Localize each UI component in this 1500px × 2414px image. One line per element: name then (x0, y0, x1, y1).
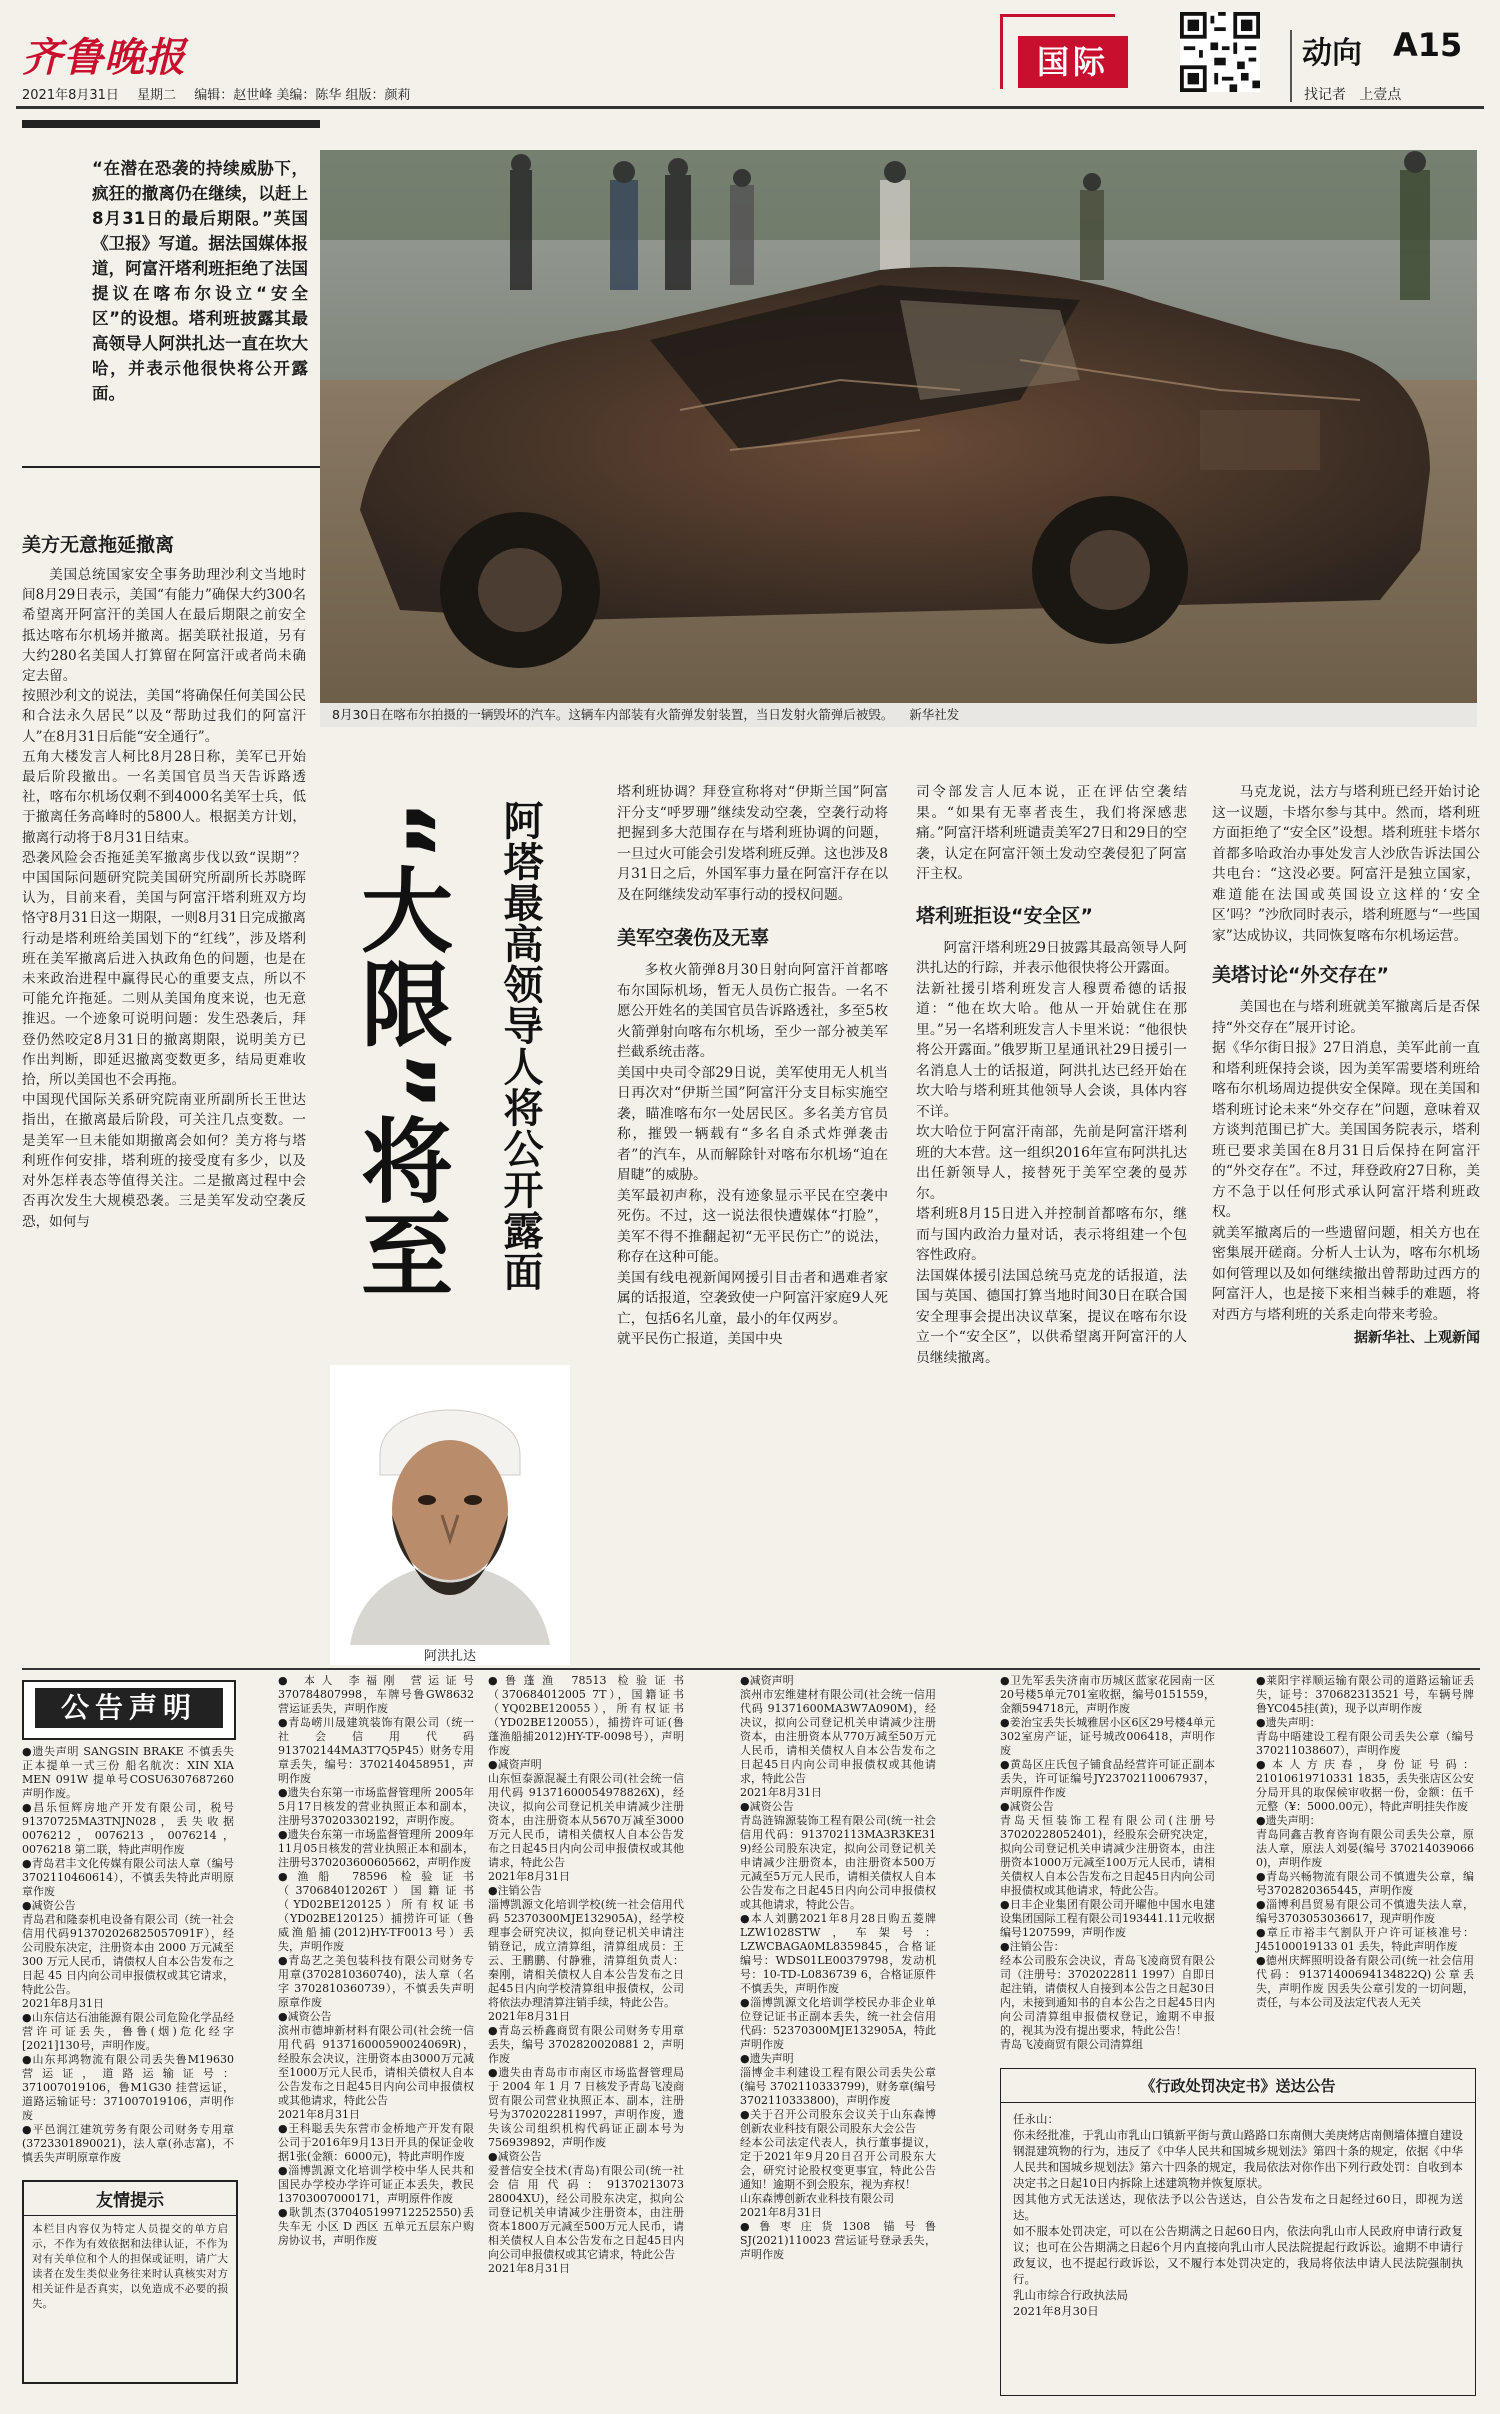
tips-box (22, 2180, 238, 2384)
news-photo (320, 150, 1477, 727)
portrait-image (330, 1365, 570, 1645)
col2-body-a: 塔利班协调？拜登宣称将对“伊斯兰国”阿富汗分支“呼罗珊”继续发动空袭，空袭行动将把握到多大范围存在与塔利班协调的问题，一旦过火可能会引发塔利班反弹。这也涉及8月31日之后，外国军事力量在阿富汗存在以及在阿继续发动军事行动的授权问题。 (617, 784, 888, 903)
page-number: A15 (1393, 26, 1463, 64)
notices-col-3: ●鲁蓬渔 78513 检验证书（370684012005 7T），国籍证书（YQ02BE120055），所有权证书（YD02BE120055），捕捞许可证(鲁蓬渔船捕2012)HY-TF-0098号），声明作废 ●减资声明 山东恒泰源混凝土有限公司(社会统一信用代码 91371600054978826X)，经决议，拟向公司登记机关申请减少注册资本，由注册资本从5670万减至3000万元人民币，请相关债权人自本公告发布之日起45日内向公司申报债权或其他请求，特此公告 2021年8月31日 ●注销公告 淄博凯源文化培训学校(统一社会信用代码 52370300MJE132905A)，经学校理事会研究决议，拟向登记机关申请注销登记，成立清算组，清算组成员：王云、王鹏鹏、付静雅，清算组负责人：秦刚，请相关债权人自本公告发布之日起45日内向学校清算组申报债权，公司将依法办理清算注销手续，特此公告。 2021年8月31日 ●青岛云桥鑫商贸有限公司财务专用章丢失，编号 3702820020881 2，声明作废 ●遗失由青岛市市南区市场监督管理局于 2004 年 1 月 7 日核发予青岛飞凌商贸有限公司营业执照正本、副本，注册号为3702022811997，声明作废，遗失该公司组织机构代码证正副本号为756939892，声明作废 ●减资公告 爱普信安全技术(青岛)有限公司(统一社会信用代码：91370213073 28004XU)，经公司股东决定，拟向公司登记机关申请减少注册资本，由注册资本1800万元减至500万元人民币，请相关债权人自本公告发布之日起45日内向公司申报债权或其它请求，特此公告 2021年8月31日 (488, 1674, 684, 2275)
col3-body-a: 司令部发言人厄本说，正在评估空袭结果。“如果有无辜者丧生，我们将深感悲痛。”阿富汗塔利班谴责美军27日和29日的空袭，认定在阿富汗领土发动空袭侵犯了阿富汗主权。 (916, 784, 1187, 882)
column-3 (916, 782, 1187, 1368)
lead-text: “在潜在恐袭的持续威胁下，疯狂的撤离仍在继续，以赶上8月31日的最后期限。”英国《卫报》写道。据法国媒体报道，阿富汗塔利班拒绝了法国提议在喀布尔设立“安全区”的设想。塔利班披露其最高领导人阿洪扎达一直在坎大哈，并表示他很快将公开露面。 (92, 159, 308, 403)
photo-caption: 8月30日在喀布尔拍摄的一辆毁坏的汽车。这辆车内部装有火箭弹发射装置，当日发射火箭弹后被毁。 新华社发 (320, 703, 1477, 727)
column-2 (617, 782, 888, 1350)
column-4 (1212, 782, 1480, 1347)
notices-col-5: ●卫先军丢失济南市历城区蓝家花园南一区20号楼5单元701室收据，编号0151559，金额594718元，声明作废 ●姜治宝丢失长城雅居小区6区29号楼4单元302室房产证，证号城改006418，声明作废 ●黄岛区庄氏包子铺食品经营许可证正副本丢失，许可证编号JY23702110067937，声明原件作废 ●减资公告 青岛天恒装饰工程有限公司(注册号37020228052401)，经股东会研究决定，拟向公司登记机关申请减少注册资本，由注册资本1000万元减至100万元人民币，请相关债权人自本公告发布之日起45日内向公司申报债权或其他请求，特此公告。 ●日丰企业集团有限公司开曜他中国水电建设集团国际工程有限公司193441.11元收据编号1207599，声明作废 ●注销公告： 经本公司股东会决议，青岛飞凌商贸有限公司（注册号：3702022811 1997）自即日起注销，请债权人自接到本公告之日起30日内，未接到通知书的自本公告之日起45日内向公司清算组申报债权登记，逾期不申报的，视其为没有提出要求，特此公告！ 青岛飞凌商贸有限公司清算组 (1000, 1674, 1215, 2051)
heading-safe-zone: 塔利班拒设“安全区” (916, 904, 1093, 927)
notices-top-rule (22, 1668, 1480, 1670)
masthead-rule (16, 106, 1484, 109)
news-source: 据新华社、上观新闻 (1354, 1330, 1480, 1346)
decision-text: 任永山： 你未经批准，于乳山市乳山口镇新平街与黄山路路口东南侧大美庚烤店南侧墙体擅自建设钢混建筑物的行为，违反了《中华人民共和国城乡规划法》第四十条的规定，依据《中华人民共和国城乡规划法》第六十四条的规定，我局依法对你作出下列行政处罚：自收到本决定书之日起10日内拆除上述建筑物并恢复原状。 因其他方式无法送达，现依法予以公告送达，自公告发布之日起经过60日，即视为送达。 如不服本处罚决定，可以在公告期满之日起60日内，依法向乳山市人民政府申请行政复议；也可在公告期满之日起6个月内直接向乳山市人民法院提起行政诉讼。逾期不申请行政复议，也不提起行政诉讼，又不履行本处罚决定的，我局将依法申请人民法院强制执行。 乳山市综合行政执法局 2021年8月30日 (1013, 2112, 1463, 2318)
notices-col-1: ●遗失声明 SANGSIN BRAKE 不慎丢失正本提单一式三份 船名航次：XIN XIA MEN 091W 提单号COSU6307687260 声明作废。 ●昌乐恒辉房地产开发有限公司，税号 91370725MA3TNJN028，丢失收据 0076212，0076213，0076214，0076218 第二联，特此声明作废 ●青岛君丰文化传媒有限公司法人章（编号3702110460614），不慎丢失特此声明原章作废 ●减资公告 青岛君和隆泰机电设备有限公司（统一社会信用代码913702026825057091F），经公司股东决定，注册资本由 2000 万元减至 300 万元人民币，请债权人自本公告发布之日起 45 日内向公司申报债权或其它请求，特此公告。 2021年8月31日 ●山东信达石油能源有限公司危险化学品经营许可证丢失，鲁鲁(烟)危化经字[2021]130号，声明作废。 ●山东邦鸿物流有限公司丢失鲁M19630 营运证，道路运输证号：371007019106，鲁M1G30 挂营运证，道路运输证号：371007019106，声明作废 ●平邑润江建筑劳务有限公司财务专用章(3723301890021)，法人章(孙志富)，不慎丢失声明原章作废 (22, 1745, 234, 2164)
heading-airstrike: 美军空袭伤及无辜 (617, 927, 770, 949)
col3-body-b: 阿富汗塔利班29日披露其最高领导人阿洪扎达的行踪，并表示他很快将公开露面。 法新社援引塔利班发言人穆贾希德的话报道：“他在坎大哈。他从一开始就住在那里。”另一名塔利班发言人卡里米说：“他很快将公开露面。”俄罗斯卫星通讯社29日援引一名消息人士的话报道，阿洪扎达已经开始在坎大哈与塔利班其他领导人会谈，具体内容不详。 坎大哈位于阿富汗南部，先前是阿富汗塔利班的大本营。这一组织2016年宣布阿洪扎达出任新领导人，接替死于美军空袭的曼苏尔。 塔利班8月15日进入并控制首都喀布尔，继而与国内政治力量对话，表示将组建一个包容性政府。 法国媒体援引法国总统马克龙的话报道，法国与英国、德国打算当地时间30日在联合国安全理事会提出决议草案，提议在喀布尔设立一个“安全区”，以供希望离开阿富汗的人员继续撤离。 (916, 939, 1187, 1366)
reporter-line: 找记者 上壹点 (1304, 87, 1402, 103)
issue-weekday: 星期二 (137, 88, 177, 103)
notices-title-box (22, 1680, 236, 1740)
col4-body-b: 美国也在与塔利班就美军撤离后是否保持“外交存在”展开讨论。 据《华尔街日报》27日消息，美军此前一直和塔利班保持会谈，因为美军需要塔利班给喀布尔机场周边提供安全保障。现在美国和塔利班讨论未来“外交存在”问题，意味着双方谈判范围已扩大。美国国务院表示，塔利班已要求美国在8月31日后保持在阿富汗的“外交存在”。不过，拜登政府27日称，美方不急于以任何形式承认阿富汗塔利班政权。 就美军撤离后的一些遗留问题，相关方也在密集展开磋商。分析人士认为，喀布尔机场如何管理以及如何继续撤出曾帮助过西方的阿富汗人，也是接下来相当棘手的难题，将对西方与塔利班的关系走向带来考验。 (1212, 999, 1480, 1323)
notices-col-4: ●减资声明 滨州市宏维建材有限公司(社会统一信用代码 91371600MA3W7A090M)，经决议，拟向公司登记机关申请减少注册资本，由注册资本从770万减至50万元人民币，请相关债权人自本公告发布之日起45日内向公司申报债权或其他请求，特此公告 2021年8月31日 ●减资公告 青岛涟锦源装饰工程有限公司(统一社会信用代码：913702113MA3R3KE31 9)经公司股东决定，拟向公司登记机关申请减少注册资本，由注册资本500万元减至5万元人民币，请相关债权人自本公告发布之日起45日内向公司申报债权或其他请求，特此公告。 ●本人刘鹏2021年8月28日购五菱牌LZW1028STW，车架号：LZWCBAGA0ML8359845，合格证编号：WDS01LE00379798，发动机号：10-TD-L0836739 6，合格证原件不慎丢失，声明作废 ●淄博凯源文化培训学校民办非企业单位登记证书正副本丢失，统一社会信用代码：52370300MJE132905A，特此声明作废 ●遗失声明 淄博金丰利建设工程有限公司丢失公章(编号 3702110333799)，财务章(编号 3702110333800)，声明作废 ●关于召开公司股东会议关于山东森博创新农业科技有限公司股东大会公告 经本公司法定代表人，执行董事提议，定于2021年9月20日召开公司股东大会，研究讨论股权变更事宜，特此公告通知！逾期不到会股东，视为弃权！ 山东森博创新农业科技有限公司 2021年8月31日 ●鲁枣庄货1308 锚号鲁SJ(2021)110023 营运证号登录丢失，声明作废 (740, 1674, 936, 2261)
col1-body: 美国总统国家安全事务助理沙利文当地时间8月29日表示，美国“有能力”确保大约300名希望离开阿富汗的美国人在最后期限之前安全抵达喀布尔机场并撤离。据美联社报道，另有大约280名美国人打算留在阿富汗或者尚未确定去留。 按照沙利文的说法，美国“将确保任何美国公民和合法永久居民”以及“帮助过我们的阿富汗人”在8月31日后能“安全通行”。 五角大楼发言人柯比8月28日称，美军已开始最后阶段撤出。一名美国官员当天告诉路透社，喀布尔机场仅剩不到4000名美军士兵，低于撤离任务高峰时的5800人。根据美方计划，撤离行动将于8月31日结束。 恐袭风险会否拖延美军撤离步伐以致“误期”？中国国际问题研究院美国研究所副所长苏晓晖认为，目前来看，美国与阿富汗塔利班双方均恪守8月31日这一期限，一则8月31日完成撤离行动是塔利班给美国划下的“红线”，涉及塔利班在美军撤离后进入执政角色的问题，也是在未来政治进程中赢得民心的重要支点，所以不可能允许拖延。二则从美国角度来说，也无意推迟。一个迹象可说明问题：发生恐袭后，拜登仍然咬定8月31日的撤离期限，说明美方已作出判断，即延迟撤离变数更多，结局更难收拾，所以美国也不会再拖。 中国现代国际关系研究院南亚所副所长王世达指出，在撤离最后阶段，可关注几点变数。一是美军一旦未能如期撤离会如何？美方将与塔利班作何安排，塔利班的接受度有多少，以及对外怎样表态等值得关注。二是撤离过程中会否再次发生大规模恐袭。三是美军发动空袭反恐，如何与 (22, 567, 306, 1230)
tips-text: 本栏目内容仅为特定人员提交的单方启示，不作为有效依据和法律认证，不作为对有关单位和个人的担保或证明，请广大读者在发生类似业务往来时认真核实对方相关证件是否真实，以免造成不必要的损失。 (32, 2223, 228, 2310)
staff-credits: 编辑：赵世峰 美编：陈华 组版：颜莉 (194, 88, 411, 103)
col2-body-b: 多枚火箭弹8月30日射向阿富汗首都喀布尔国际机场，暂无人员伤亡报告。一名不愿公开姓名的美国官员告诉路透社，多至5枚火箭弹射向喀布尔机场，至少一部分被美军拦截系统击落。 美国中央司令部29日说，美军使用无人机当日再次对“伊斯兰国”阿富汗分支目标实施空袭，瞄准喀布尔一处居民区。多名美方官员称，摧毁一辆载有“多名自杀式炸弹袭击者”的汽车，从而解除针对喀布尔机场“迫在眉睫”的威胁。 美军最初声称，没有迹象显示平民在空袭中死伤。不过，这一说法很快遭媒体“打脸”，美军不得不推翻起初“无平民伤亡”的说法，称存在这种可能。 美国有线电视新闻网援引目击者和遇难者家属的话报道，空袭致使一户阿富汗家庭9人死亡，包括6名儿童，最小的年仅两岁。 就平民伤亡报道，美国中央 (617, 962, 888, 1347)
heading-us-no-delay: 美方无意拖延撤离 (22, 534, 175, 556)
notices-title: 公告声明 (35, 1688, 223, 1728)
tips-title: 友情提示 (24, 2182, 236, 2216)
col4-body-a: 马克龙说，法方与塔利班已经开始讨论这一议题，卡塔尔参与其中。然而，塔利班方面拒绝了“安全区”设想。塔利班驻卡塔尔首都多哈政治办事处发言人沙欣告诉法国公共电台：“这没必要。阿富汗是独立国家，难道能在法国或英国设立这样的‘安全区’吗？”沙欣同时表示，塔利班愿与“一些国家”达成协议，共同恢复喀布尔机场运营。 (1212, 784, 1480, 944)
decision-title: 《行政处罚决定书》送达公告 (1001, 2069, 1475, 2103)
section-name: 动向 (1302, 36, 1362, 71)
notices-col-2: ● 本人 李福刚 营运证号 370784807998，车牌号鲁GW8632 营运证丢失，声明作废 ●青岛崂川晟建筑装饰有限公司（统一社会信用代码 913702144MA3T7Q5P45）财务专用章丢失，编号：3702140458951，声明作废 ●遗失台东第一市场监督管理所 2005年5月17日核发的营业执照正本和副本，注册号370203302192，声明作废。 ●遗失台东第一市场监督管理所 2009年11月05日核发的营业执照正本和副本，注册号370203600605662，声明作废 ●渔船 78596 检验证书（370684012026T）国籍证书（YD02BE120125）所有权证书（YD02BE120125）捕捞许可证（鲁威渔船捕(2012)HY-TF0013号）丢失，声明作废 ●青岛艺之美包装科技有限公司财务专用章(3702810360740)，法人章（名字 3702810360739），不慎丢失声明原章作废 ●减资公告 滨州市德坤新材料有限公司(社会统一信用代码 913716000590024069R)，经股东会决议，注册资本由3000万元减至1000万元人民币，请相关债权人自本公告发布之日起45日内向公司申报债权或其他请求，特此公告 2021年8月31日 ●王科聪丢失东营市金桥地产开发有限公司于2016年9月13日开具的保证金收据1张(金额：6000元)，特此声明作废 ●淄博凯源文化培训学校中华人民共和国民办学校办学许可证正本丢失，教民13703007000171，声明原件作废 ●耿凯杰(370405199712252550)丢失车无 小区 D 西区 五单元五层东户购房协议书，声明作废 (278, 1674, 474, 2247)
portrait-caption: 阿洪扎达 (423, 1649, 476, 1664)
main-headline: “大限”将至 (346, 800, 453, 1301)
lead-box (22, 120, 320, 468)
section-tag: 国际 (1018, 36, 1128, 88)
issue-date: 2021年8月31日 (22, 88, 119, 103)
portrait-photo (330, 1365, 570, 1665)
column-1 (22, 530, 306, 1232)
burned-car-image (320, 150, 1477, 727)
sub-headline: 阿塔最高领导人将公开露面 (497, 800, 543, 1292)
qr-code-icon (1180, 12, 1260, 92)
notices-col-6: ●莱阳宇祥顺运输有限公司的道路运输证丢失，证号：370682313521 号，车辆号牌鲁YC045挂(黄)，现予以声明作废 ●遗失声明： 青岛中晤建设工程有限公司丢失公章（编号370211038607），声明作废 ●本人方庆春，身份证号码：21010619710331 1835，丢失张店区公安分局开具的取保候审收据一份，金额：伍千元整（¥：5000.00元），特此声明挂失作废 ●遗失声明： 青岛同鑫吉教育咨询有限公司丢失公章，原法人章，原法人刘晏(编号 370214039066 0)，声明作废 ●青岛兴畅物流有限公司不慎遗失公章，编号3702820365445，声明作废 ●淄博利昌贸易有限公司不慎遗失法人章，编号3703053036617，现声明作废 ●章丘市裕丰气割队开户许可证核准号：J45100019133 01 丢失，特此声明作废 ●德州庆辉照明设备有限公司(统一社会信用代码：91371400694134822Q)公章丢失，声明作废 因丢失公章引发的一切问题，责任，与本公司及法定代表人无关 (1256, 1674, 1474, 2009)
paper-logo: 齐鲁晚报 (22, 34, 186, 81)
decision-box (1000, 2068, 1476, 2396)
heading-diplomatic-presence: 美塔讨论“外交存在” (1212, 964, 1389, 986)
